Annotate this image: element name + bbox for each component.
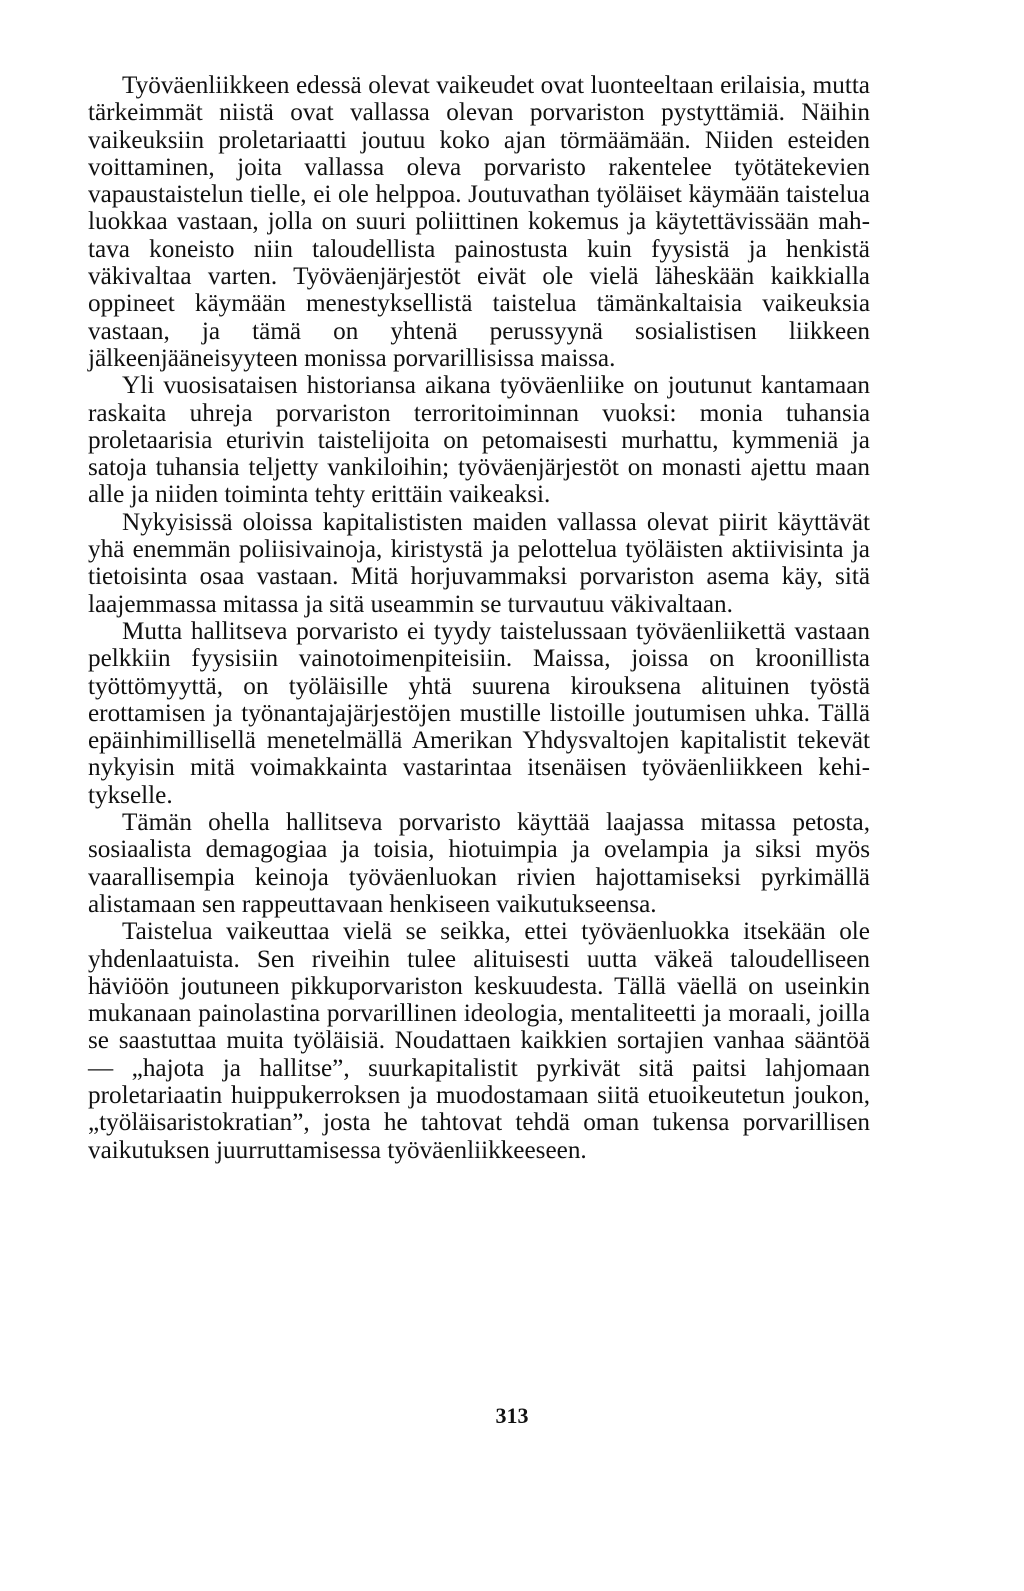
paragraph-5: Tämän ohella hallitseva porvaristo käyttää laajassa mitassa petosta, sosiaalista demagogiaa ja toisia, hiotuimpia ja ovelampia ja siksi myös vaarallisempia keinoja työväenluokan rivien hajottamiseksi pyrkimällä alistamaan sen rappeuttavaan henkiseen vaikutukseensa. [88,809,870,918]
page-body [88,72,870,1164]
paragraph-2: Yli vuosisataisen historiansa aikana työväenliike on joutunut kantamaan raskaita uhreja porvariston terroritoiminnan vuoksi: monia tuhansia proletaarisia eturivin taistelijoita on petomaisesti murhattu, kymmeniä ja satoja tuhansia teljetty vankiloihin; työväenjärjestöt on monasti ajettu maan alle ja niiden toiminta tehty erittäin vaikeaksi. [88,372,870,509]
paragraph-3: Nykyisissä oloissa kapitalististen maiden vallassa olevat piirit käyttävät yhä enemmän poliisivainoja, kiristystä ja pelottelua työläisten aktiivisinta ja tietoisinta osaa vastaan. Mitä horjuvammaksi porvariston asema käy, sitä laajemmassa mitassa ja sitä useammin se turvautuu väkivaltaan. [88,508,870,618]
page-number: 313 [495,1403,529,1428]
paragraph-1: Työväenliikkeen edessä olevat vaikeudet ovat luonteeltaan erilaisia, mutta tärkeimmät niistä ovat vallassa olevan porvariston pystyttämiä. Näihin vaikeuksiin proletariaatti joutuu koko ajan törmäämään. Niiden esteiden voittaminen, joita vallassa oleva porvaristo rakentelee työtätekevien vapaustaistelun tielle, ei ole helppoa. Joutuvathan työläiset käymään taistelua luokkaa vastaan, jolla on suuri poliittinen kokemus ja käytettävissään mahtava koneisto niin taloudellista painostusta kuin fyysistä ja henkistä väkivaltaa varten. Työväenjärjestöt eivät ole vielä läheskään kaikkialla oppineet käymään menestyksellistä taistelua tämänkaltaisia vaikeuksia vastaan, ja tämä on yhtenä perussyynä sosialistisen liikkeen jälkeenjääneisyyteen monissa porvarillisissa maissa. [88,72,870,372]
paragraph-4: Mutta hallitseva porvaristo ei tyydy taistelussaan työväenliikettä vastaan pelkkiin fyysisiin vainotoimenpiteisiin. Maissa, joissa on kroonillista työttömyyttä, on työläisille yhtä suurena kirouksena alituinen työstä erottamisen ja työnantajajärjestöjen mustille listoille joutumisen uhka. Tällä epäinhimillisellä menetelmällä Amerikan Yhdysvaltojen kapitalistit tekevät nykyisin mitä voimakkainta vastarintaa itsenäisen työväenliikkeen kehitykselle. [88,617,870,809]
paragraph-6: Taistelua vaikeuttaa vielä se seikka, ettei työväenluokka itsekään ole yhdenlaatuista. Sen riveihin tulee alituisesti uutta väkeä taloudelliseen häviöön joutuneen pikkuporvariston keskuudesta. Tällä väellä on useinkin mukanaan painolastina porvarillinen ideologia, mentaliteetti ja moraali, joilla se saastuttaa muita työläisiä. Noudattaen kaikkien sortajien vanhaa sääntöä — „hajota ja hallitse”, suurkapitalistit pyrkivät sitä paitsi lahjomaan proletariaatin huippukerroksen ja muodostamaan siitä etuoikeutetun joukon, „työläisaristokratian”, josta he tahtovat tehdä oman tukensa porvarillisen vaikutuksen juurruttamisessa työväenliikkeeseen. [88,918,870,1164]
